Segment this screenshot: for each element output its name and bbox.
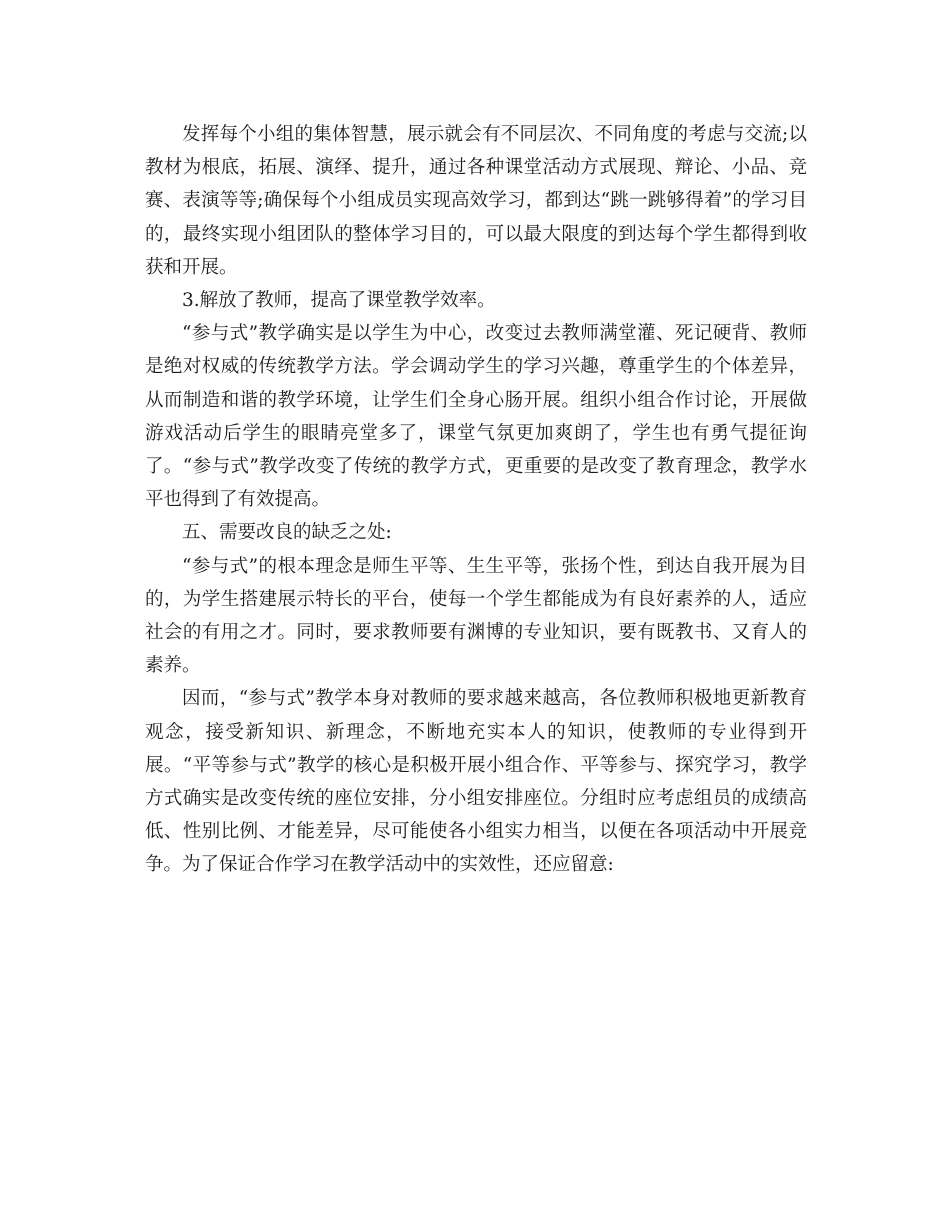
- paragraph-heading-teacher-liberation: 3.解放了教师，提高了课堂教学效率。: [182, 290, 496, 312]
- paragraph-teacher-requirements: 因而，“参与式”教学本身对教师的要求越来越高，各位教师积极地更新教育观念，接受新知识、新理念，不断地充实本人的知识，使教师的专业得到开展。“平等参与式”教学的核心是积极开展小组合作、平等参与、探究学习，教学方式确实是改变传统的座位安排，分小组安排座位。分组时应考虑组员的成绩高低、性别比例、才能差异，尽可能使各小组实力相当，以便在各项活动中开展竞争。为了保证合作学习在教学活动中的实效性，还应留意:: [145, 688, 807, 876]
- paragraph-group-wisdom: 发挥每个小组的集体智慧，展示就会有不同层次、不同角度的考虑与交流;以教材为根底，拓展、演绎、提升，通过各种课堂活动方式展现、辩论、小品、竞赛、表演等等;确保每个小组成员实现高效学习，都到达“跳一跳够得着”的学习目的，最终实现小组团队的整体学习目的，可以最大限度的到达每个学生都得到收获和开展。: [145, 124, 807, 278]
- document-body: [145, 118, 807, 882]
- paragraph-participatory-teaching: “参与式”教学确实是以学生为中心，改变过去教师满堂灌、死记硬背、教师是绝对权威的传统教学方法。学会调动学生的学习兴趣，尊重学生的个体差异，从而制造和谐的教学环境，让学生们全身心肠开展。组织小组合作讨论，开展做游戏活动后学生的眼睛亮堂多了，课堂气氛更加爽朗了，学生也有勇气提征询了。“参与式”教学改变了传统的教学方式，更重要的是改变了教育理念，教学水平也得到了有效提高。: [145, 323, 807, 511]
- paragraph-heading-shortcomings: 五、需要改良的缺乏之处:: [182, 522, 392, 544]
- paragraph-core-concept: “参与式”的根本理念是师生平等、生生平等，张扬个性，到达自我开展为目的，为学生搭建展示特长的平台，使每一个学生都能成为有良好素养的人，适应社会的有用之才。同时，要求教师要有渊博的专业知识，要有既教书、又育人的素养。: [145, 555, 807, 677]
